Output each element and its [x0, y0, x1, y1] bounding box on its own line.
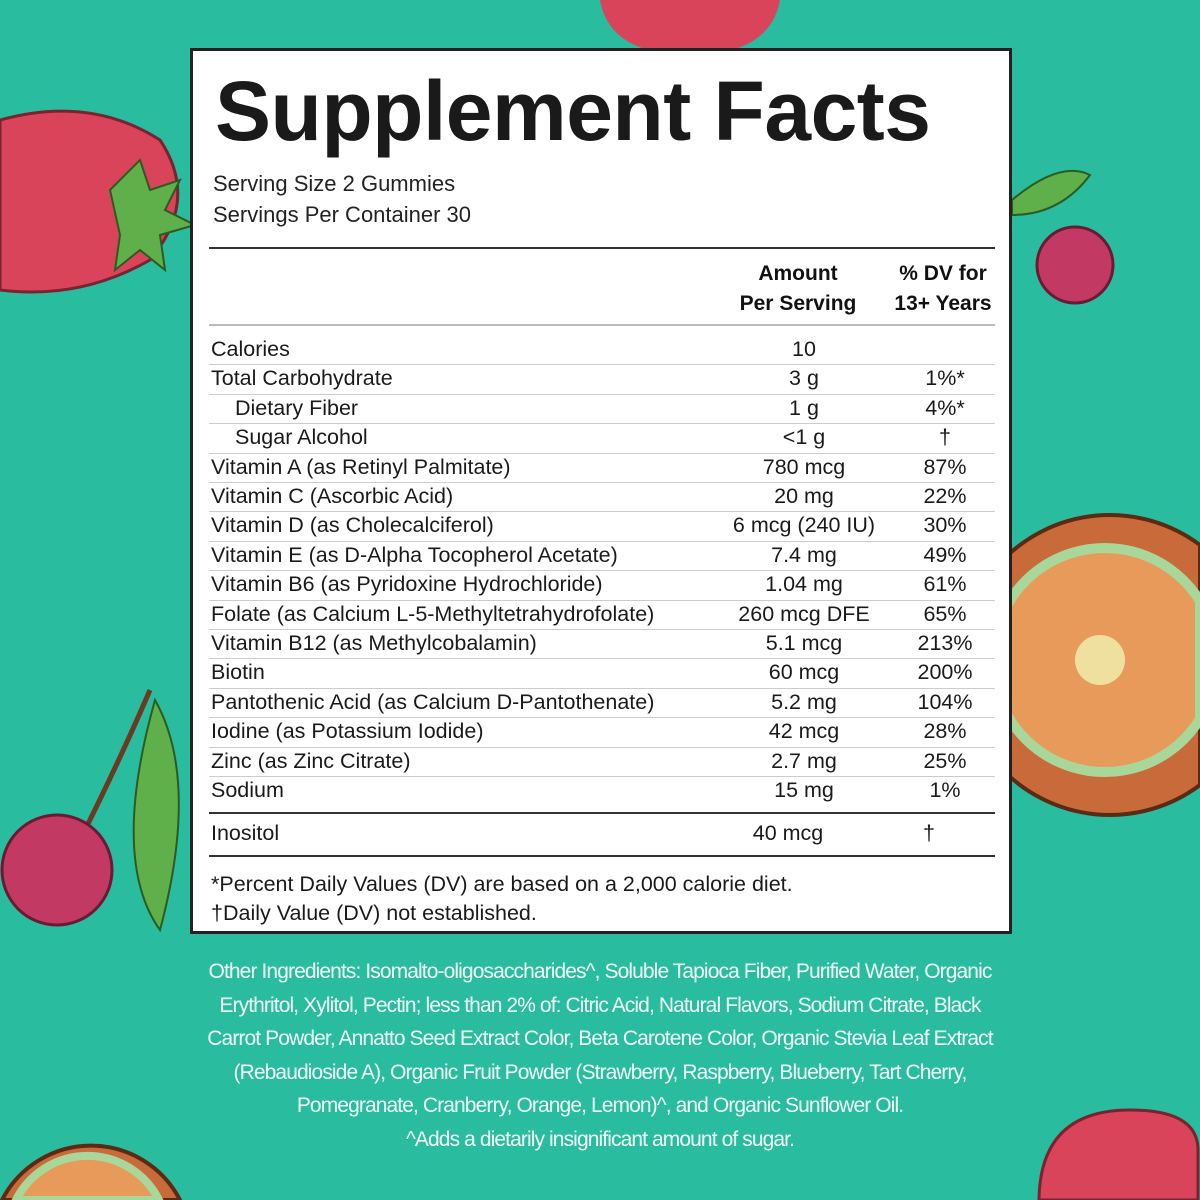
- table-row: [209, 335, 995, 365]
- serving-size: Serving Size 2 Gummies: [213, 171, 456, 196]
- nutrient-name: Pantothenic Acid (as Calcium D-Pantothenate): [211, 689, 655, 714]
- strawberry-top: [600, 0, 780, 55]
- nutrient-amount: 1.04 mg: [765, 572, 843, 597]
- nutrient-name: Sugar Alcohol: [235, 425, 368, 450]
- cherry-left: [2, 690, 179, 930]
- table-row: [209, 658, 995, 688]
- dv-header-line: % DV for: [899, 262, 987, 285]
- divider: [209, 247, 995, 249]
- table-row: [209, 629, 995, 659]
- nutrient-dv: 4%*: [925, 395, 965, 420]
- table-row: [209, 776, 995, 805]
- table-row: [209, 600, 995, 630]
- table-row: [209, 394, 995, 424]
- nutrient-amount: 60 mcg: [768, 660, 840, 685]
- nutrient-dv: 1%*: [925, 366, 965, 391]
- other-ingredients: [0, 955, 1200, 1157]
- table-row: [209, 511, 995, 541]
- nutrient-name: Inositol: [211, 821, 280, 845]
- panel-title: Supplement Facts: [215, 64, 931, 158]
- nutrient-dv: 1%: [929, 778, 961, 802]
- dv-header: [879, 259, 1007, 319]
- table-row: [209, 541, 995, 571]
- nutrient-amount: 780 mcg: [762, 454, 846, 479]
- table-row-inositol: [209, 819, 995, 857]
- ingredients-line: Carrot Powder, Annatto Seed Extract Color, Beta Carotene Color, Organic Stevia Leaf Extract: [207, 1027, 993, 1051]
- table-row: [209, 717, 995, 747]
- nutrient-dv: †: [923, 821, 935, 845]
- nutrient-name: Total Carbohydrate: [211, 366, 393, 391]
- nutrient-amount: 15 mg: [774, 778, 834, 802]
- table-row: [209, 453, 995, 483]
- amount-header-line: Amount: [758, 262, 838, 285]
- ingredients-line: Other Ingredients: Isomalto-oligosaccharides^, Soluble Tapioca Fiber, Purified Water, Organic: [208, 960, 992, 983]
- divider: [209, 324, 995, 326]
- nutrient-amount: 42 mcg: [768, 719, 840, 744]
- cherry-right: [1012, 171, 1113, 303]
- nutrient-name: Zinc (as Zinc Citrate): [211, 748, 411, 773]
- nutrient-name: Vitamin C (Ascorbic Acid): [211, 484, 454, 508]
- sugar-note: ^Adds a dietarily insignificant amount of sugar.: [405, 1127, 795, 1151]
- nutrient-amount: 3 g: [789, 366, 819, 391]
- nutrient-amount: <1 g: [782, 425, 826, 450]
- nutrient-amount: 40 mcg: [752, 821, 824, 845]
- supplement-facts-panel: [190, 48, 1012, 934]
- nutrient-dv: 213%: [917, 631, 973, 655]
- table-row: [209, 482, 995, 512]
- nutrient-name: Iodine (as Potassium Iodide): [211, 719, 484, 744]
- ingredients-line: Pomegranate, Cranberry, Orange, Lemon)^, and Organic Sunflower Oil.: [296, 1094, 904, 1118]
- strawberry-left: [0, 111, 195, 292]
- nutrient-name: Sodium: [211, 778, 284, 802]
- nutrient-dv: †: [939, 425, 951, 450]
- nutrient-dv: 200%: [917, 660, 973, 685]
- amount-header-line: Per Serving: [739, 292, 857, 315]
- footnote-dv: *Percent Daily Values (DV) are based on a 2,000 calorie diet.: [211, 872, 793, 896]
- nutrient-amount: 5.1 mcg: [765, 631, 843, 655]
- table-row: [209, 364, 995, 394]
- nutrient-dv: 28%: [923, 719, 967, 744]
- nutrient-dv: 104%: [917, 689, 973, 714]
- nutrient-amount: 7.4 mg: [771, 542, 837, 567]
- table-row: [209, 688, 995, 718]
- divider: [209, 812, 995, 814]
- nutrient-amount: 20 mg: [774, 484, 834, 508]
- nutrient-dv: 87%: [923, 454, 967, 479]
- nutrient-dv: 25%: [923, 748, 967, 773]
- nutrient-name: Folate (as Calcium L-5-Methyltetrahydrofolate): [211, 601, 655, 626]
- nutrient-amount: 5.2 mg: [771, 689, 837, 714]
- nutrient-amount: 1 g: [789, 395, 819, 420]
- nutrient-amount: 260 mcg DFE: [738, 601, 870, 626]
- table-row: [209, 423, 995, 453]
- nutrient-name: Biotin: [211, 660, 265, 685]
- nutrient-amount: 2.7 mg: [771, 748, 837, 773]
- nutrient-amount: 6 mcg (240 IU): [732, 513, 876, 538]
- table-row: [209, 747, 995, 777]
- nutrient-dv: 49%: [923, 542, 967, 567]
- nutrient-dv: 61%: [923, 572, 967, 597]
- nutrient-dv: 30%: [923, 513, 967, 538]
- servings-per-container: Servings Per Container 30: [213, 202, 472, 227]
- dv-header-line: 13+ Years: [894, 292, 992, 315]
- ingredients-line: (Rebaudioside A), Organic Fruit Powder (Strawberry, Raspberry, Blueberry, Tart Cherry,: [233, 1060, 967, 1084]
- nutrient-name: Dietary Fiber: [235, 395, 359, 420]
- nutrient-amount: 10: [792, 337, 816, 361]
- nutrient-name: Vitamin A (as Retinyl Palmitate): [211, 454, 511, 479]
- nutrient-dv: 22%: [923, 484, 967, 508]
- footnote-not-established: †Daily Value (DV) not established.: [211, 901, 537, 925]
- nutrient-name: Vitamin E (as D-Alpha Tocopherol Acetate): [211, 542, 618, 567]
- ingredients-line: Erythritol, Xylitol, Pectin; less than 2% of: Citric Acid, Natural Flavors, Sodium Citrate, Black: [219, 993, 981, 1017]
- nutrient-name: Vitamin D (as Cholecalciferol): [211, 513, 494, 538]
- table-row: [209, 570, 995, 600]
- nutrient-name: Vitamin B12 (as Methylcobalamin): [211, 631, 537, 655]
- nutrient-name: Calories: [211, 337, 290, 361]
- nutrient-dv: 65%: [923, 601, 967, 626]
- amount-header: [723, 259, 873, 319]
- nutrient-name: Vitamin B6 (as Pyridoxine Hydrochloride): [211, 572, 603, 597]
